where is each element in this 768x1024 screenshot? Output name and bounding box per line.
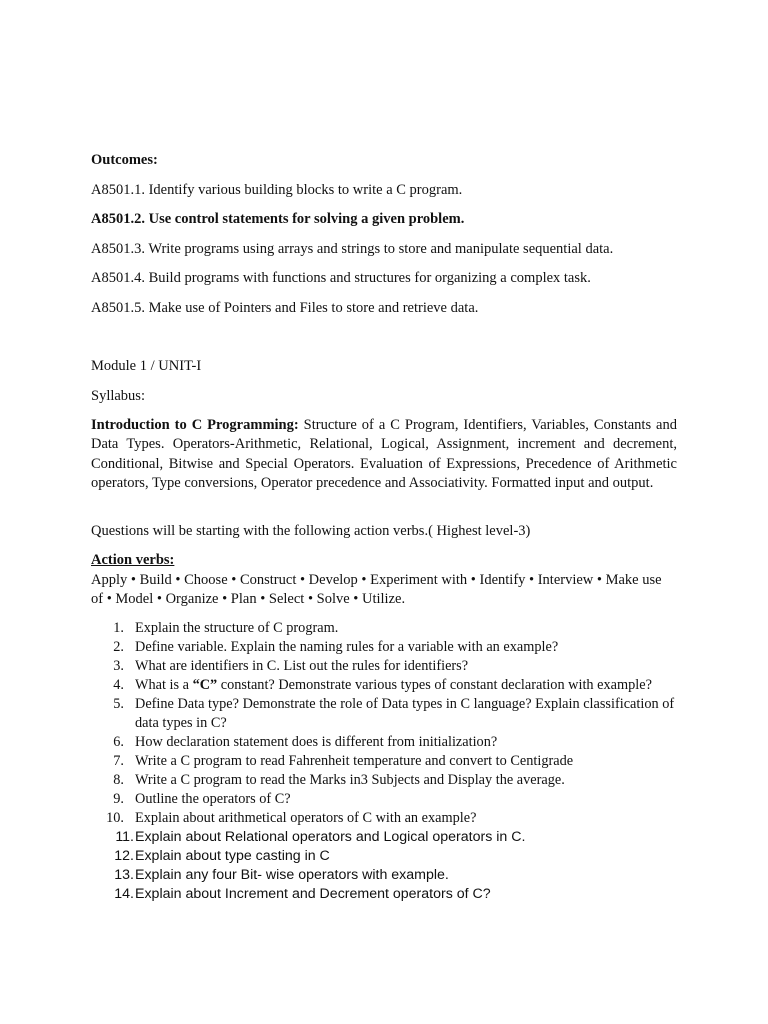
list-item: 13. Explain any four Bit- wise operators with example. — [114, 867, 449, 883]
list-item: 8. Write a C program to read the Marks in3 Subjects and Display the average. — [113, 772, 565, 788]
list-item: 14. Explain about Increment and Decrement operators of C? — [114, 886, 491, 902]
outcome-1: A8501.1. Identify various building blocks to write a C program. — [91, 182, 463, 198]
syllabus-intro-bold: Introduction to C Programming: — [91, 417, 299, 433]
list-item: 12. Explain about type casting in C — [114, 848, 330, 864]
syllabus-intro-text: Structure of a C Program, Identifiers, Variables, Constants and Data Types. Operators-Arithmetic, Relational, Logical, Assignment, increment and decrement, Conditional, Bitwise and Special Operators. Evaluation of Expressions, Precedence of Arithmetic operators, Type conversions, Operator precedence and Associativity. Formatted input and output. — [91, 417, 677, 491]
list-item: 9. Outline the operators of C? — [113, 791, 291, 807]
outcomes-heading: Outcomes: — [91, 152, 158, 168]
questions-list — [91, 619, 677, 904]
questions-note: Questions will be starting with the following action verbs.( Highest level-3) — [91, 523, 531, 539]
list-item: 7. Write a C program to read Fahrenheit temperature and convert to Centigrade — [113, 753, 574, 769]
c-quoted-bold: “C” — [192, 677, 218, 693]
action-verbs-text: Apply • Build • Choose • Construct • Develop • Experiment with • Identify • Interview • Make use of • Model • Organize • Plan • Select • Solve • Utilize. — [91, 571, 662, 607]
outcome-5: A8501.5. Make use of Pointers and Files to store and retrieve data. — [91, 300, 479, 316]
module-title: Module 1 / UNIT-I — [91, 358, 202, 374]
syllabus-paragraph — [91, 416, 677, 493]
list-item: 5. Define Data type? Demonstrate the role of Data types in C language? Explain classification of data types in C? — [113, 696, 675, 731]
syllabus-label: Syllabus: — [91, 388, 145, 404]
list-item: 4. What is a “C” constant? Demonstrate various types of constant declaration with example? — [113, 677, 652, 693]
list-item: 11. Explain about Relational operators and Logical operators in C. — [115, 829, 526, 845]
action-verbs-label: Action verbs: — [91, 552, 175, 568]
list-item: 2. Define variable. Explain the naming rules for a variable with an example? — [113, 639, 559, 655]
action-verbs-block — [91, 551, 677, 610]
outcome-2: A8501.2. Use control statements for solving a given problem. — [91, 211, 465, 227]
list-item: 10. Explain about arithmetical operators of C with an example? — [106, 810, 477, 826]
list-item: 1. Explain the structure of C program. — [113, 620, 339, 636]
list-item: 3. What are identifiers in C. List out the rules for identifiers? — [113, 658, 469, 674]
outcome-3: A8501.3. Write programs using arrays and strings to store and manipulate sequential data. — [91, 241, 614, 257]
outcome-4: A8501.4. Build programs with functions and structures for organizing a complex task. — [91, 270, 591, 286]
list-item: 6. How declaration statement does is different from initialization? — [113, 734, 498, 750]
